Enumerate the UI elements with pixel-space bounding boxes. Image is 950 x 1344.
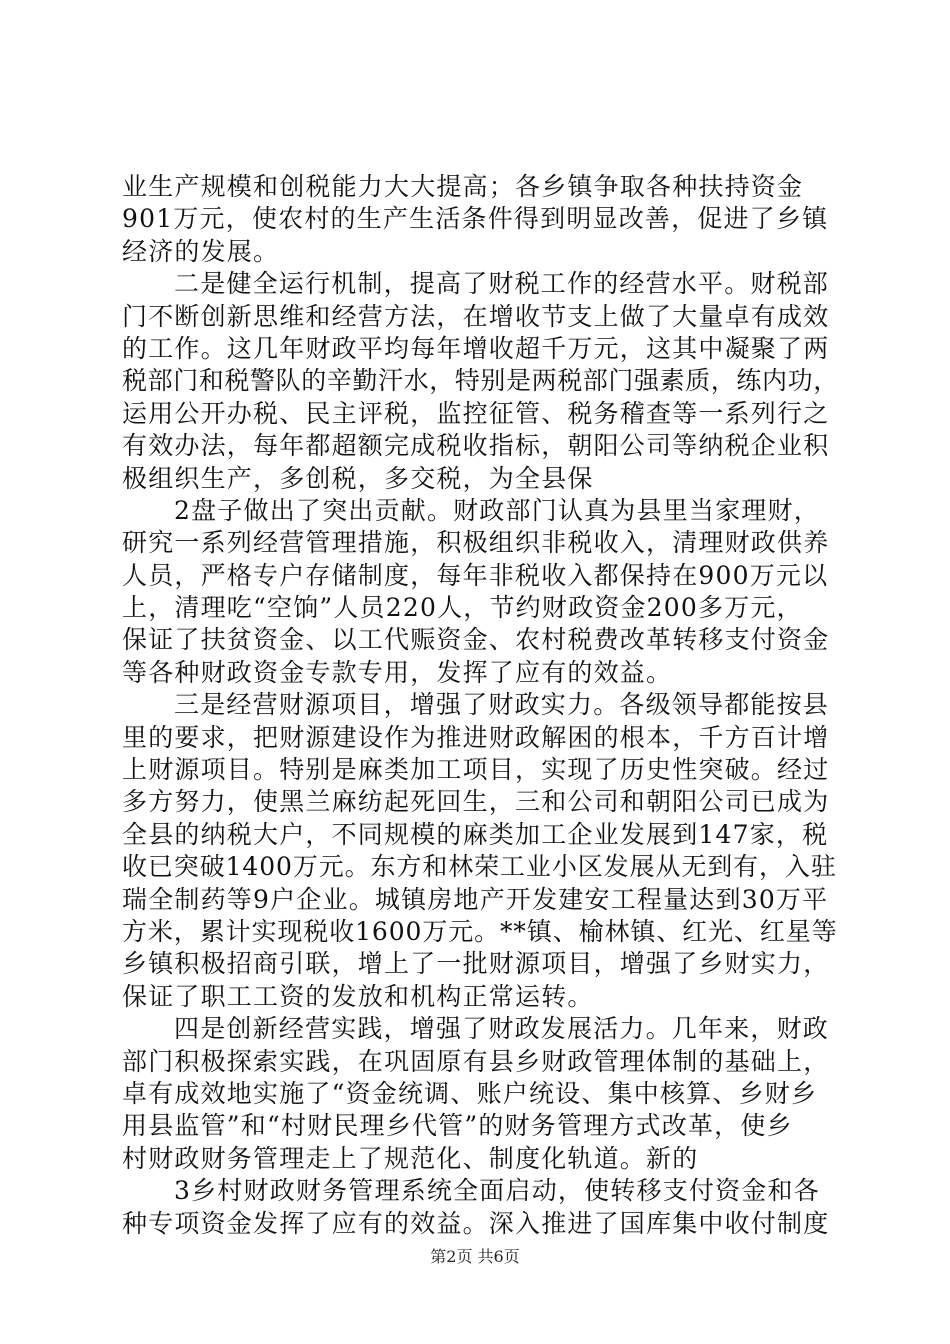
text-line: 极组织生产，多创税，多交税，为全县保 (122, 463, 594, 493)
text-line: 保证了扶贫资金、以工代赈资金、农村税费改革转移支付资金 (122, 625, 830, 655)
text-line: 保证了职工工资的发放和机构正常运转。 (122, 981, 594, 1011)
text-line: 四是创新经营实践，增强了财政发展活力。几年来，财政 (174, 1014, 830, 1044)
text-line: 里的要求，把财源建设作为推进财政解困的根本，千方百计增 (122, 722, 830, 752)
text-line: 运用公开办税、民主评税，监控征管、税务稽查等一系列行之 (122, 398, 830, 428)
text-line: 经济的发展。 (122, 236, 280, 266)
text-line: 瑞全制药等9户企业。城镇房地产开发建安工程量达到30万平 (122, 884, 829, 914)
text-line: 等各种财政资金专款专用，发挥了应有的效益。 (122, 657, 673, 687)
text-line: 部门积极探索实践，在巩固原有县乡财政管理体制的基础上， (122, 1046, 830, 1076)
text-line: 有效办法，每年都超额完成税收指标，朝阳公司等纳税企业积 (122, 431, 830, 461)
text-line: 上，清理吃“空饷”人员220人，节约财政资金200多万元， (122, 593, 803, 623)
text-line: 种专项资金发挥了应有的效益。深入推进了国库集中收付制度 (122, 1208, 830, 1238)
text-line: 多方努力，使黑兰麻纺起死回生，三和公司和朝阳公司已成为 (122, 787, 830, 817)
text-line: 用县监管”和“村财民理乡代管”的财务管理方式改革，使乡 (122, 1111, 793, 1141)
text-line: 乡镇积极招商引联，增上了一批财源项目，增强了乡财实力， (122, 949, 830, 979)
text-line: 业生产规模和创税能力大大提高；各乡镇争取各种扶持资金 (122, 172, 804, 201)
body-text (122, 171, 842, 1240)
text-line: 上财源项目。特别是麻类加工项目，实现了历史性突破。经过 (122, 755, 830, 785)
text-line: 人员，严格专户存储制度，每年非税收入都保持在900万元以 (122, 560, 829, 590)
text-line: 税部门和税警队的辛勤汗水，特别是两税部门强素质，练内功， (122, 366, 839, 396)
text-line: 门不断创新思维和经营方法，在增收节支上做了大量卓有成效 (122, 301, 830, 331)
text-line: 卓有成效地实施了“资金统调、账户统设、集中核算、乡财乡 (122, 1078, 818, 1108)
text-line: 2盘子做出了突出贡献。财政部门认真为县里当家理财， (174, 495, 820, 525)
text-line: 研究一系列经营管理措施，积极组织非税收入，清理财政供养 (122, 528, 830, 558)
text-line: 村财政财务管理走上了规范化、制度化轨道。新的 (122, 1143, 699, 1173)
text-line: 三是经营财源项目，增强了财政实力。各级领导都能按县 (174, 690, 830, 720)
text-line: 方米，累计实现税收1600万元。**镇、榆林镇、红光、红星等 (122, 916, 838, 946)
page-footer: 第2页 共6页 (430, 1247, 520, 1266)
text-line: 二是健全运行机制，提高了财税工作的经营水平。财税部 (174, 269, 830, 299)
text-line: 901万元，使农村的生产生活条件得到明显改善，促进了乡镇 (122, 204, 829, 234)
text-line: 3乡村财政财务管理系统全面启动，使转移支付资金和各 (174, 1176, 820, 1206)
text-line: 全县的纳税大户，不同规模的麻类加工企业发展到147家，税 (122, 819, 829, 849)
text-line: 的工作。这几年财政平均每年增收超千万元，这其中凝聚了两 (122, 333, 830, 363)
text-line: 收已突破1400万元。东方和林荣工业小区发展从无到有，入驻 (122, 852, 837, 882)
